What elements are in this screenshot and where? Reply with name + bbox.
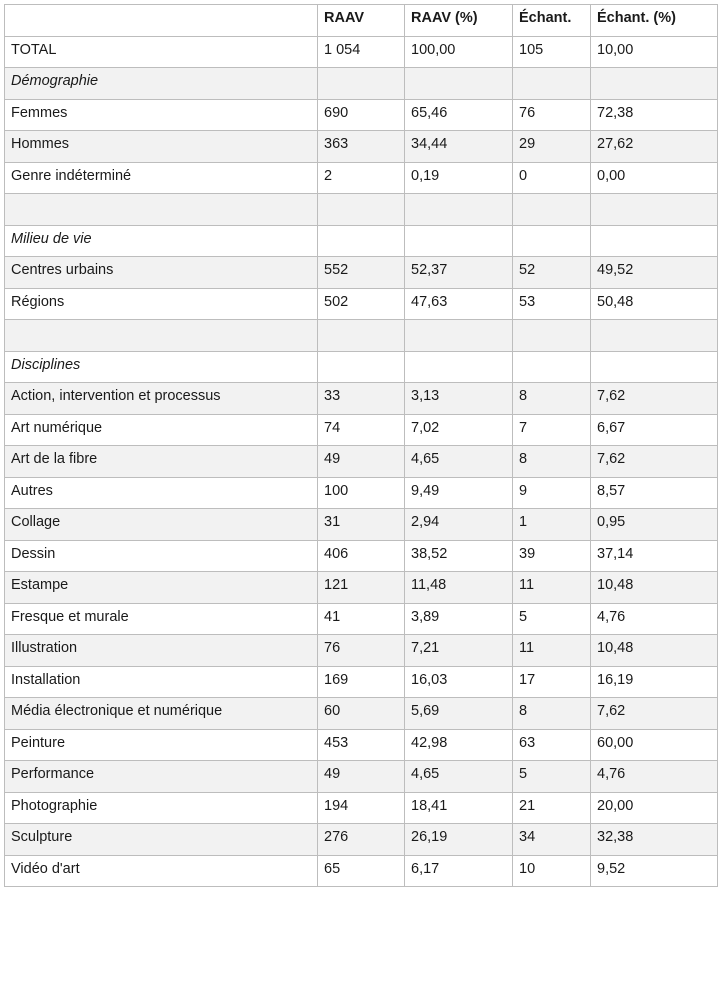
table-row <box>5 288 718 320</box>
row-label-cell <box>5 320 318 352</box>
raav-percent-cell: 4,65 <box>405 446 513 478</box>
table-row <box>5 792 718 824</box>
echant-cell: 10 <box>513 855 591 887</box>
raav-percent-cell: 38,52 <box>405 540 513 572</box>
echant-percent-cell: 49,52 <box>591 257 718 289</box>
raav-cell: 49 <box>318 446 405 478</box>
table-row <box>5 383 718 415</box>
raav-cell <box>318 225 405 257</box>
raav-percent-cell <box>405 351 513 383</box>
echant-cell: 8 <box>513 383 591 415</box>
echant-percent-cell: 0,95 <box>591 509 718 541</box>
table-body <box>5 36 718 887</box>
row-label-cell: Dessin <box>5 540 318 572</box>
row-label-cell: Illustration <box>5 635 318 667</box>
row-label-cell: Régions <box>5 288 318 320</box>
raav-percent-cell: 9,49 <box>405 477 513 509</box>
raav-cell: 502 <box>318 288 405 320</box>
row-label-cell: Média électronique et numérique <box>5 698 318 730</box>
raav-cell <box>318 320 405 352</box>
echant-percent-cell <box>591 351 718 383</box>
raav-percent-cell: 26,19 <box>405 824 513 856</box>
raav-cell: 2 <box>318 162 405 194</box>
row-label-cell: Sculpture <box>5 824 318 856</box>
section-row <box>5 225 718 257</box>
echant-cell: 39 <box>513 540 591 572</box>
raav-cell: 121 <box>318 572 405 604</box>
echant-cell <box>513 194 591 226</box>
header-cell-echant: Échant. <box>513 5 591 37</box>
raav-percent-cell: 7,21 <box>405 635 513 667</box>
raav-cell: 194 <box>318 792 405 824</box>
echant-percent-cell: 0,00 <box>591 162 718 194</box>
raav-cell <box>318 351 405 383</box>
raav-percent-cell <box>405 320 513 352</box>
row-label-cell: Collage <box>5 509 318 541</box>
echant-percent-cell: 16,19 <box>591 666 718 698</box>
echant-percent-cell: 6,67 <box>591 414 718 446</box>
table-row <box>5 162 718 194</box>
echant-percent-cell: 10,48 <box>591 635 718 667</box>
raav-cell: 41 <box>318 603 405 635</box>
row-label-cell: Estampe <box>5 572 318 604</box>
raav-cell: 690 <box>318 99 405 131</box>
echant-cell <box>513 68 591 100</box>
row-label-cell: Vidéo d'art <box>5 855 318 887</box>
raav-cell <box>318 194 405 226</box>
echant-percent-cell: 32,38 <box>591 824 718 856</box>
echant-percent-cell: 7,62 <box>591 383 718 415</box>
raav-cell <box>318 68 405 100</box>
echant-cell <box>513 351 591 383</box>
table-row <box>5 477 718 509</box>
row-label-cell: Hommes <box>5 131 318 163</box>
table-row <box>5 131 718 163</box>
raav-cell: 31 <box>318 509 405 541</box>
row-label-cell: Installation <box>5 666 318 698</box>
echant-cell <box>513 320 591 352</box>
echant-percent-cell: 7,62 <box>591 446 718 478</box>
raav-percent-cell: 47,63 <box>405 288 513 320</box>
section-row <box>5 351 718 383</box>
raav-cell: 100 <box>318 477 405 509</box>
echant-percent-cell: 37,14 <box>591 540 718 572</box>
echant-cell: 52 <box>513 257 591 289</box>
echant-percent-cell: 72,38 <box>591 99 718 131</box>
table-row <box>5 36 718 68</box>
row-label-cell: Art numérique <box>5 414 318 446</box>
table-row <box>5 666 718 698</box>
raav-cell: 76 <box>318 635 405 667</box>
raav-percent-cell: 65,46 <box>405 99 513 131</box>
raav-cell: 65 <box>318 855 405 887</box>
echant-cell: 63 <box>513 729 591 761</box>
blank-row <box>5 194 718 226</box>
row-label-cell: Autres <box>5 477 318 509</box>
table-row <box>5 99 718 131</box>
table-row <box>5 824 718 856</box>
raav-percent-cell <box>405 225 513 257</box>
header-cell-echant-percent: Échant. (%) <box>591 5 718 37</box>
raav-cell: 363 <box>318 131 405 163</box>
section-heading-cell: Milieu de vie <box>5 225 318 257</box>
header-cell-label <box>5 5 318 37</box>
raav-cell: 406 <box>318 540 405 572</box>
raav-percent-cell: 18,41 <box>405 792 513 824</box>
echant-cell: 34 <box>513 824 591 856</box>
table-row <box>5 855 718 887</box>
section-heading-cell: Démographie <box>5 68 318 100</box>
table-row <box>5 509 718 541</box>
raav-percent-cell: 34,44 <box>405 131 513 163</box>
row-label-cell: Art de la fibre <box>5 446 318 478</box>
raav-percent-cell: 42,98 <box>405 729 513 761</box>
echant-percent-cell <box>591 68 718 100</box>
echant-cell: 5 <box>513 603 591 635</box>
raav-cell: 74 <box>318 414 405 446</box>
header-row <box>5 5 718 37</box>
echant-percent-cell: 60,00 <box>591 729 718 761</box>
raav-cell: 552 <box>318 257 405 289</box>
echant-cell: 0 <box>513 162 591 194</box>
echant-percent-cell: 27,62 <box>591 131 718 163</box>
statistics-table <box>4 4 718 887</box>
raav-percent-cell: 2,94 <box>405 509 513 541</box>
table-row <box>5 257 718 289</box>
raav-cell: 49 <box>318 761 405 793</box>
echant-percent-cell: 4,76 <box>591 603 718 635</box>
raav-percent-cell: 52,37 <box>405 257 513 289</box>
header-cell-raav-percent: RAAV (%) <box>405 5 513 37</box>
echant-cell: 17 <box>513 666 591 698</box>
header-cell-raav: RAAV <box>318 5 405 37</box>
echant-cell: 105 <box>513 36 591 68</box>
echant-cell: 11 <box>513 572 591 604</box>
row-label-cell: Action, intervention et processus <box>5 383 318 415</box>
echant-cell: 8 <box>513 446 591 478</box>
raav-percent-cell: 6,17 <box>405 855 513 887</box>
section-heading-cell: Disciplines <box>5 351 318 383</box>
raav-percent-cell <box>405 68 513 100</box>
table-row <box>5 698 718 730</box>
table-row <box>5 761 718 793</box>
echant-percent-cell <box>591 320 718 352</box>
echant-percent-cell: 20,00 <box>591 792 718 824</box>
raav-cell: 276 <box>318 824 405 856</box>
row-label-cell: Genre indéterminé <box>5 162 318 194</box>
raav-cell: 453 <box>318 729 405 761</box>
table-row <box>5 446 718 478</box>
table-row <box>5 540 718 572</box>
echant-cell <box>513 225 591 257</box>
table-row <box>5 572 718 604</box>
row-label-cell: Centres urbains <box>5 257 318 289</box>
echant-percent-cell: 4,76 <box>591 761 718 793</box>
table-row <box>5 603 718 635</box>
echant-cell: 8 <box>513 698 591 730</box>
row-label-cell: Fresque et murale <box>5 603 318 635</box>
echant-cell: 1 <box>513 509 591 541</box>
raav-percent-cell: 7,02 <box>405 414 513 446</box>
raav-cell: 33 <box>318 383 405 415</box>
raav-cell: 169 <box>318 666 405 698</box>
raav-percent-cell: 16,03 <box>405 666 513 698</box>
echant-percent-cell <box>591 225 718 257</box>
echant-percent-cell: 8,57 <box>591 477 718 509</box>
echant-cell: 9 <box>513 477 591 509</box>
raav-percent-cell: 3,89 <box>405 603 513 635</box>
row-label-cell: Performance <box>5 761 318 793</box>
echant-cell: 53 <box>513 288 591 320</box>
row-label-cell <box>5 194 318 226</box>
row-label-cell: Photographie <box>5 792 318 824</box>
raav-percent-cell: 11,48 <box>405 572 513 604</box>
echant-cell: 21 <box>513 792 591 824</box>
row-label-cell: Peinture <box>5 729 318 761</box>
echant-percent-cell <box>591 194 718 226</box>
table-row <box>5 635 718 667</box>
echant-cell: 29 <box>513 131 591 163</box>
section-row <box>5 68 718 100</box>
row-label-cell: TOTAL <box>5 36 318 68</box>
echant-percent-cell: 10,00 <box>591 36 718 68</box>
table-row <box>5 729 718 761</box>
blank-row <box>5 320 718 352</box>
echant-cell: 11 <box>513 635 591 667</box>
raav-percent-cell: 100,00 <box>405 36 513 68</box>
raav-percent-cell <box>405 194 513 226</box>
echant-cell: 5 <box>513 761 591 793</box>
echant-percent-cell: 9,52 <box>591 855 718 887</box>
raav-percent-cell: 3,13 <box>405 383 513 415</box>
echant-cell: 7 <box>513 414 591 446</box>
raav-percent-cell: 0,19 <box>405 162 513 194</box>
echant-percent-cell: 10,48 <box>591 572 718 604</box>
raav-percent-cell: 5,69 <box>405 698 513 730</box>
raav-cell: 60 <box>318 698 405 730</box>
table-row <box>5 414 718 446</box>
echant-percent-cell: 50,48 <box>591 288 718 320</box>
data-table-container <box>4 4 717 887</box>
echant-percent-cell: 7,62 <box>591 698 718 730</box>
raav-cell: 1 054 <box>318 36 405 68</box>
raav-percent-cell: 4,65 <box>405 761 513 793</box>
echant-cell: 76 <box>513 99 591 131</box>
row-label-cell: Femmes <box>5 99 318 131</box>
